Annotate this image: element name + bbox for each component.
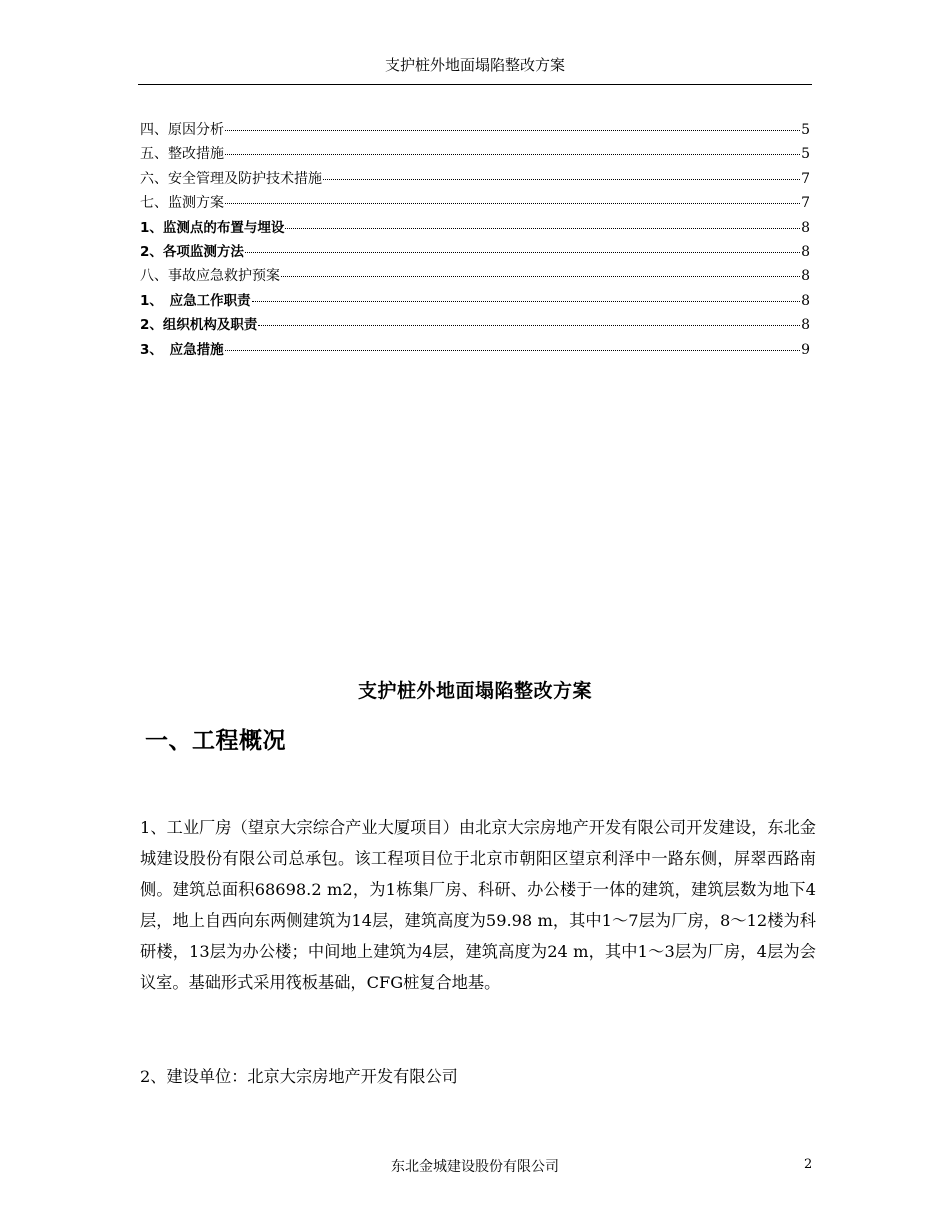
toc-entry-label: 六、安全管理及防护技术措施 bbox=[140, 170, 322, 187]
header-title: 支护桩外地面塌陷整改方案 bbox=[384, 56, 565, 74]
header-rule bbox=[138, 84, 812, 85]
footer-company: 东北金城建设股份有限公司 bbox=[391, 1159, 559, 1175]
toc-dot-leader bbox=[281, 276, 800, 277]
toc-entry-label: 2、各项监测方法 bbox=[140, 243, 244, 260]
toc-dot-leader bbox=[225, 130, 800, 131]
toc-entry-label: 2、组织机构及职责 bbox=[140, 317, 258, 334]
toc-entry-page: 8 bbox=[801, 317, 810, 334]
toc-entry[interactable] bbox=[140, 338, 810, 362]
toc-dot-leader bbox=[285, 228, 800, 229]
toc-entry[interactable] bbox=[140, 118, 810, 142]
toc-entry[interactable] bbox=[140, 289, 810, 313]
body-paragraph-1: 1、工业厂房（望京大宗综合产业大厦项目）由北京大宗房地产开发有限公司开发建设，东北金城建设股份有限公司总承包。该工程项目位于北京市朝阳区望京利泽中一路东侧，屏翠西路南侧。建筑总面积68698.2 m2，为1栋集厂房、科研、办公楼于一体的建筑，建筑层数为地下4层，地上自西向东两侧建筑为14层，建筑高度为59.98 m，其中1～7层为厂房，8～12楼为科研楼，13层为办公楼；中间地上建筑为4层，建筑高度为24 m，其中1～3层为厂房，4层为会议室。基础形式采用筏板基础，CFG桩复合地基。 bbox=[140, 818, 816, 992]
toc-dot-leader bbox=[225, 154, 800, 155]
toc-entry[interactable] bbox=[140, 264, 810, 288]
toc-entry-page: 8 bbox=[801, 292, 810, 309]
toc-entry-page: 8 bbox=[801, 268, 810, 285]
page-number: 2 bbox=[804, 1157, 813, 1172]
toc-entry-label: 1、监测点的布置与埋设 bbox=[140, 219, 285, 236]
toc-entry-label: 八、事故应急救护预案 bbox=[140, 268, 280, 285]
toc-entry[interactable] bbox=[140, 167, 810, 191]
toc-entry-page: 5 bbox=[801, 146, 810, 163]
document-title: 支护桩外地面塌陷整改方案 bbox=[357, 680, 592, 702]
toc-dot-leader bbox=[225, 203, 800, 204]
toc-entry-label: 五、整改措施 bbox=[140, 146, 224, 163]
toc-dot-leader bbox=[225, 350, 800, 351]
toc-entry-page: 8 bbox=[801, 243, 810, 260]
table-of-contents bbox=[140, 118, 810, 362]
toc-entry-page: 8 bbox=[801, 219, 810, 236]
toc-dot-leader bbox=[252, 301, 800, 302]
toc-dot-leader bbox=[323, 179, 800, 180]
toc-entry-label: 七、监测方案 bbox=[140, 195, 224, 212]
toc-entry[interactable] bbox=[140, 216, 810, 240]
section-heading: 一、工程概况 bbox=[145, 728, 286, 754]
page-header bbox=[0, 54, 950, 84]
toc-entry[interactable] bbox=[140, 142, 810, 166]
toc-entry-label: 1、 应急工作职责 bbox=[140, 292, 251, 309]
toc-entry-page: 7 bbox=[801, 195, 810, 212]
toc-entry[interactable] bbox=[140, 191, 810, 215]
body-paragraph-2: 2、建设单位：北京大宗房地产开发有限公司 bbox=[140, 1067, 458, 1086]
toc-entry-label: 四、原因分析 bbox=[140, 122, 224, 138]
toc-entry-label: 3、 应急措施 bbox=[140, 341, 224, 358]
toc-entry-page: 5 bbox=[801, 122, 810, 138]
toc-entry-page: 9 bbox=[801, 341, 810, 358]
toc-entry[interactable] bbox=[140, 240, 810, 264]
toc-entry[interactable] bbox=[140, 313, 810, 337]
toc-entry-page: 7 bbox=[801, 170, 810, 187]
toc-dot-leader bbox=[258, 325, 800, 326]
toc-dot-leader bbox=[245, 252, 800, 253]
